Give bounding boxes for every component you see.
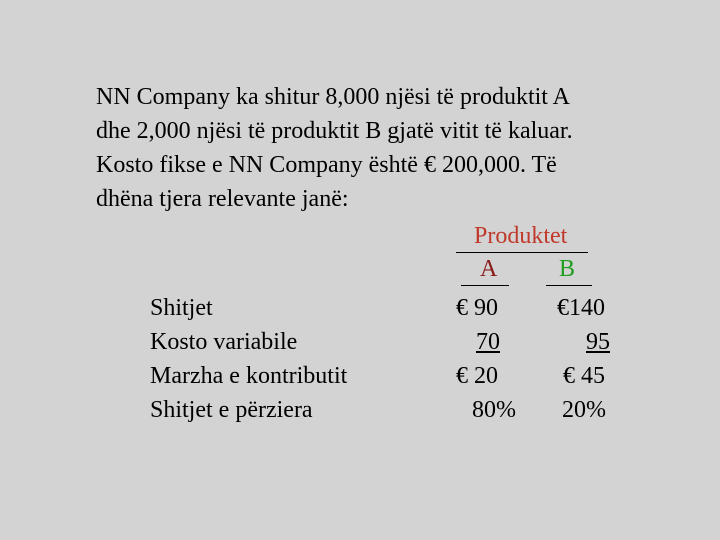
contribution-margin-b-value: € 45 xyxy=(563,363,605,389)
products-header: Produktet xyxy=(474,223,568,249)
sales-b-value: €140 xyxy=(557,295,605,321)
products-header-underline xyxy=(456,252,588,253)
row-label-contribution-margin: Marzha e kontributit xyxy=(150,363,348,389)
intro-text xyxy=(96,80,696,216)
row-label-sales: Shitjet xyxy=(150,295,213,321)
intro-line: NN Company ka shitur 8,000 njësi të produktit A xyxy=(96,84,570,110)
column-a-underline xyxy=(461,285,509,286)
column-b-header: B xyxy=(559,256,576,282)
sales-mix-a-value: 80% xyxy=(472,397,516,423)
variable-cost-a-value: 70 xyxy=(476,329,500,355)
column-a-header: A xyxy=(480,256,498,282)
row-label-sales-mix: Shitjet e përziera xyxy=(150,397,313,423)
intro-line: dhe 2,000 njësi të produktit B gjatë vitit të kaluar. xyxy=(96,118,573,144)
intro-line: Kosto fikse e NN Company është € 200,000. Të xyxy=(96,152,557,178)
row-label-variable-cost: Kosto variabile xyxy=(150,329,298,355)
intro-line: dhëna tjera relevante janë: xyxy=(96,186,349,212)
sales-a-value: € 90 xyxy=(456,295,498,321)
sales-mix-b-value: 20% xyxy=(562,397,606,423)
contribution-margin-a-value: € 20 xyxy=(456,363,498,389)
column-b-underline xyxy=(546,285,592,286)
variable-cost-b-value: 95 xyxy=(586,329,610,355)
